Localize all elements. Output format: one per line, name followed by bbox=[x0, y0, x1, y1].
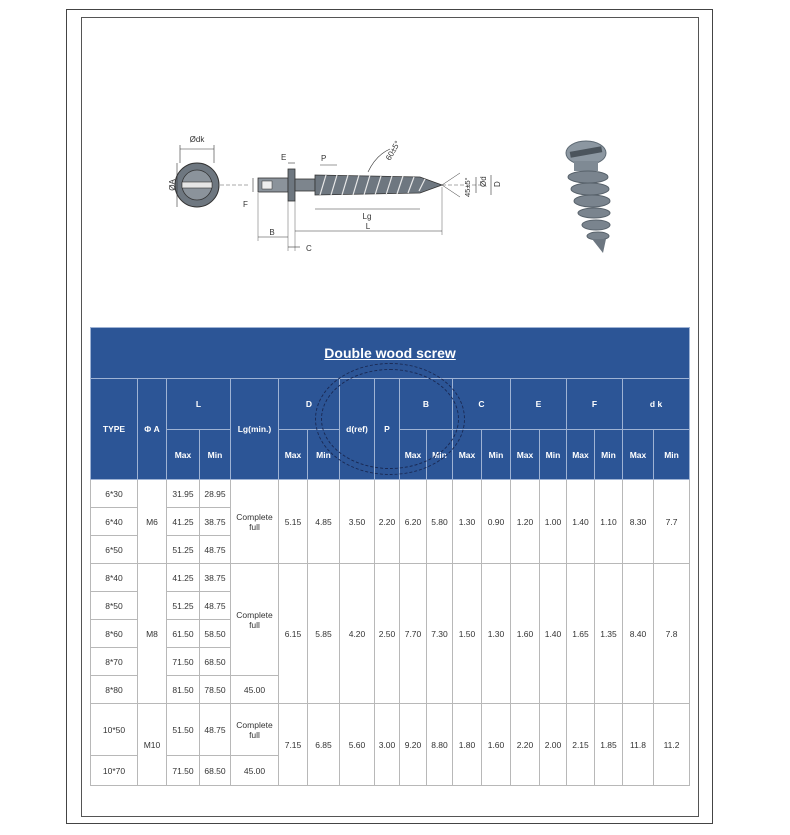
cell-d-max: 6.15 bbox=[279, 564, 308, 704]
cell-c-max: 1.30 bbox=[453, 480, 482, 564]
label-lg: Lg bbox=[362, 212, 372, 221]
cell-l-min: 68.50 bbox=[200, 648, 231, 676]
header-e-max: Max bbox=[511, 430, 540, 480]
header-lg: Lg(min.) bbox=[231, 379, 279, 480]
cell-b-max: 7.70 bbox=[400, 564, 427, 704]
header-type: TYPE bbox=[91, 379, 138, 480]
header-phi-a: Φ A bbox=[138, 379, 167, 480]
label-f: F bbox=[243, 200, 248, 209]
header-b: B bbox=[400, 379, 453, 430]
cell-l-min: 58.50 bbox=[200, 620, 231, 648]
label-angle: 60±5° bbox=[383, 139, 403, 162]
cell-lg: 45.00 bbox=[231, 676, 279, 704]
label-a: ØA bbox=[168, 179, 177, 191]
header-l: L bbox=[167, 379, 231, 430]
header-p: P bbox=[375, 379, 400, 480]
cell-l-max: 61.50 bbox=[167, 620, 200, 648]
header-dk: d k bbox=[623, 379, 690, 430]
cell-b-max: 6.20 bbox=[400, 480, 427, 564]
cell-f-max: 1.40 bbox=[567, 480, 595, 564]
cell-p: 2.20 bbox=[375, 480, 400, 564]
spec-table-container bbox=[90, 327, 689, 786]
cell-l-min: 48.75 bbox=[200, 704, 231, 756]
cell-b-max: 9.20 bbox=[400, 704, 427, 786]
label-dk: Ødk bbox=[189, 135, 205, 144]
header-c-max: Max bbox=[453, 430, 482, 480]
cell-f-max: 1.65 bbox=[567, 564, 595, 704]
header-b-max: Max bbox=[400, 430, 427, 480]
cell-f-min: 1.85 bbox=[595, 704, 623, 786]
cell-dk-max: 8.30 bbox=[623, 480, 654, 564]
cell-l-max: 41.25 bbox=[167, 564, 200, 592]
cell-dk-min: 11.2 bbox=[654, 704, 690, 786]
cell-dref: 3.50 bbox=[340, 480, 375, 564]
header-e-min: Min bbox=[540, 430, 567, 480]
screw-photo bbox=[548, 135, 638, 260]
cell-d-min: 6.85 bbox=[308, 704, 340, 786]
row-type: 10*50 bbox=[91, 704, 138, 756]
cell-c-max: 1.50 bbox=[453, 564, 482, 704]
header-dk-max: Max bbox=[623, 430, 654, 480]
header-dref: d(ref) bbox=[340, 379, 375, 480]
label-tip-angle: 45±5° bbox=[463, 177, 472, 197]
cell-phi-a: M8 bbox=[138, 564, 167, 704]
cell-l-max: 51.25 bbox=[167, 536, 200, 564]
cell-p: 3.00 bbox=[375, 704, 400, 786]
cell-c-min: 1.60 bbox=[482, 704, 511, 786]
cell-d-min: 5.85 bbox=[308, 564, 340, 704]
cell-e-max: 2.20 bbox=[511, 704, 540, 786]
header-l-min: Min bbox=[200, 430, 231, 480]
cell-l-max: 81.50 bbox=[167, 676, 200, 704]
header-b-min: Min bbox=[427, 430, 453, 480]
label-d: D bbox=[493, 181, 502, 187]
cell-b-min: 8.80 bbox=[427, 704, 453, 786]
header-d: D bbox=[279, 379, 340, 430]
header-f: F bbox=[567, 379, 623, 430]
row-type: 8*40 bbox=[91, 564, 138, 592]
cell-p: 2.50 bbox=[375, 564, 400, 704]
row-type: 6*50 bbox=[91, 536, 138, 564]
cell-lg: Complete full bbox=[231, 480, 279, 564]
cell-l-min: 28.95 bbox=[200, 480, 231, 508]
label-e: E bbox=[281, 153, 287, 162]
cell-l-min: 48.75 bbox=[200, 592, 231, 620]
cell-l-max: 31.95 bbox=[167, 480, 200, 508]
header-d-min: Min bbox=[308, 430, 340, 480]
cell-l-max: 41.25 bbox=[167, 508, 200, 536]
screw-technical-drawing bbox=[150, 125, 500, 265]
cell-l-min: 78.50 bbox=[200, 676, 231, 704]
row-type: 6*30 bbox=[91, 480, 138, 508]
cell-dref: 5.60 bbox=[340, 704, 375, 786]
cell-e-min: 1.00 bbox=[540, 480, 567, 564]
cell-e-min: 1.40 bbox=[540, 564, 567, 704]
cell-dk-min: 7.8 bbox=[654, 564, 690, 704]
cell-e-min: 2.00 bbox=[540, 704, 567, 786]
label-l: L bbox=[365, 222, 371, 231]
cell-d-max: 7.15 bbox=[279, 704, 308, 786]
cell-dref: 4.20 bbox=[340, 564, 375, 704]
cell-l-min: 38.75 bbox=[200, 508, 231, 536]
header-c-min: Min bbox=[482, 430, 511, 480]
cell-l-max: 51.50 bbox=[167, 704, 200, 756]
header-dk-min: Min bbox=[654, 430, 690, 480]
cell-b-min: 5.80 bbox=[427, 480, 453, 564]
cell-c-max: 1.80 bbox=[453, 704, 482, 786]
header-l-max: Max bbox=[167, 430, 200, 480]
cell-e-max: 1.60 bbox=[511, 564, 540, 704]
row-type: 10*70 bbox=[91, 756, 138, 786]
cell-f-max: 2.15 bbox=[567, 704, 595, 786]
cell-e-max: 1.20 bbox=[511, 480, 540, 564]
cell-c-min: 0.90 bbox=[482, 480, 511, 564]
label-d1: Ød bbox=[479, 176, 488, 187]
cell-c-min: 1.30 bbox=[482, 564, 511, 704]
cell-l-max: 51.25 bbox=[167, 592, 200, 620]
head-end-view bbox=[168, 135, 219, 207]
cell-l-max: 71.50 bbox=[167, 756, 200, 786]
cell-lg: Complete full bbox=[231, 704, 279, 756]
cell-dk-max: 11.8 bbox=[623, 704, 654, 786]
cell-dk-min: 7.7 bbox=[654, 480, 690, 564]
header-d-max: Max bbox=[279, 430, 308, 480]
header-f-max: Max bbox=[567, 430, 595, 480]
cell-b-min: 7.30 bbox=[427, 564, 453, 704]
cell-l-min: 48.75 bbox=[200, 536, 231, 564]
cell-l-min: 68.50 bbox=[200, 756, 231, 786]
header-e: E bbox=[511, 379, 567, 430]
cell-f-min: 1.10 bbox=[595, 480, 623, 564]
cell-f-min: 1.35 bbox=[595, 564, 623, 704]
row-type: 8*50 bbox=[91, 592, 138, 620]
table-title: Double wood screw bbox=[91, 328, 690, 379]
header-f-min: Min bbox=[595, 430, 623, 480]
cell-phi-a: M6 bbox=[138, 480, 167, 564]
cell-lg: Complete full bbox=[231, 564, 279, 676]
row-type: 8*60 bbox=[91, 620, 138, 648]
cell-l-min: 38.75 bbox=[200, 564, 231, 592]
spec-table bbox=[90, 327, 690, 786]
row-type: 6*40 bbox=[91, 508, 138, 536]
row-type: 8*70 bbox=[91, 648, 138, 676]
cell-dk-max: 8.40 bbox=[623, 564, 654, 704]
label-b: B bbox=[269, 228, 275, 237]
label-c: C bbox=[306, 244, 312, 253]
header-c: C bbox=[453, 379, 511, 430]
row-type: 8*80 bbox=[91, 676, 138, 704]
label-p: P bbox=[321, 154, 327, 163]
cell-phi-a: M10 bbox=[138, 704, 167, 786]
cell-d-max: 5.15 bbox=[279, 480, 308, 564]
cell-lg: 45.00 bbox=[231, 756, 279, 786]
cell-l-max: 71.50 bbox=[167, 648, 200, 676]
cell-d-min: 4.85 bbox=[308, 480, 340, 564]
screw-side-view bbox=[220, 139, 502, 253]
